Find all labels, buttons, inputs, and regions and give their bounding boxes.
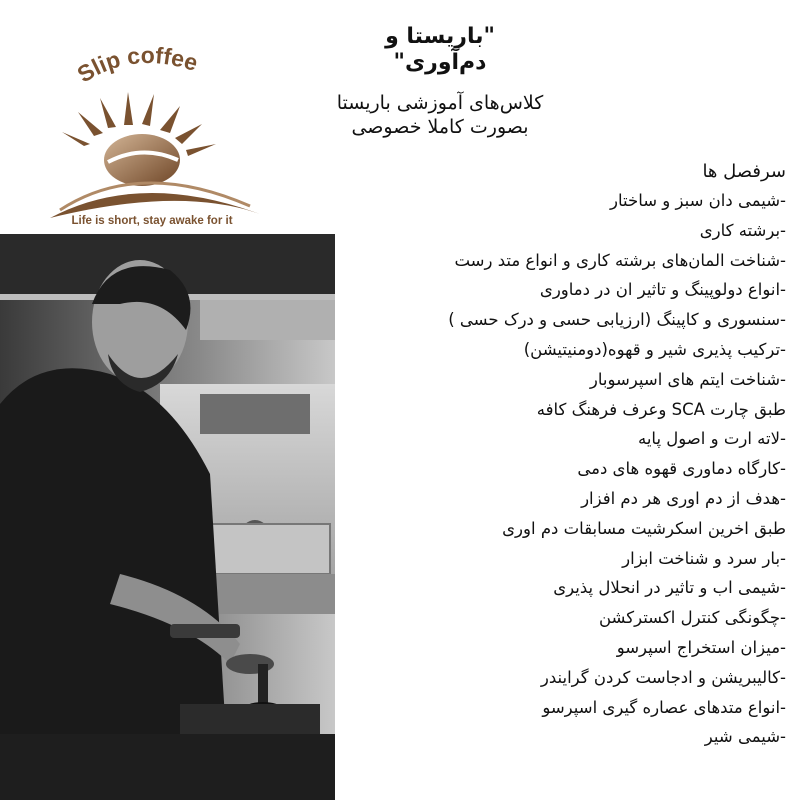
course-subtitle: کلاس‌های آموزشی باریستا	[336, 91, 544, 114]
list-item: -کارگاه دماوری قهوه های دمی	[577, 459, 786, 479]
list-item: -بار سرد و شناخت ابزار	[622, 548, 786, 568]
list-item: -شناخت ایتم های اسپرسوبار	[589, 369, 786, 389]
coffee-scale	[180, 704, 320, 734]
list-item: -انواع متدهای عصاره گیری اسپرسو	[542, 697, 786, 717]
list-item: -ترکیب پذیری شیر و قهوه(دومنیتیشن)	[523, 339, 786, 359]
list-item: -چگونگی کنترل اکسترکشن	[598, 608, 786, 628]
logo-tagline: Life is short, stay awake for it	[71, 215, 233, 227]
list-item: -میزان استخراج اسپرسو	[616, 637, 786, 657]
course-header	[335, 24, 545, 140]
list-item: طبق اخرین اسکرشیت مسابقات دم اوری	[502, 518, 786, 538]
list-item: -شیمی اب و تاثیر در انحلال پذیری	[553, 578, 786, 598]
course-title: "باریستا و دم‌آوری"	[385, 24, 495, 76]
list-item: -انواع دولوپینگ و تاثیر ان در دماوری	[539, 280, 786, 300]
list-item: -برشته کاری	[699, 220, 786, 240]
brand-logo	[20, 20, 280, 230]
list-item: -شیمی شیر	[704, 727, 786, 747]
list-item: -شناخت المان‌های برشته کاری و انواع متد رست	[454, 250, 786, 270]
barista-photo	[0, 234, 335, 800]
list-item: -سنسوری و کاپینگ (ارزیابی حسی و درک حسی )	[448, 310, 786, 330]
topics-list	[346, 186, 786, 752]
list-item: -هدف از دم اوری هر دم افزار	[581, 488, 786, 508]
list-item: طبق چارت SCA وعرف فرهنگ کافه	[536, 399, 786, 419]
list-item: -شیمی دان سبز و ساختار	[610, 191, 786, 210]
syllabus	[346, 158, 786, 752]
list-item: -کالیبریشن و ادجاست کردن گرایندر	[540, 667, 786, 687]
logo-title: Slip coffee	[72, 41, 201, 88]
list-item: -لاته ارت و اصول پایه	[637, 429, 786, 449]
coffee-bean-icon	[104, 134, 180, 186]
syllabus-heading: سرفصل ها	[702, 161, 786, 182]
course-note: بصورت کاملا خصوصی	[351, 116, 529, 139]
